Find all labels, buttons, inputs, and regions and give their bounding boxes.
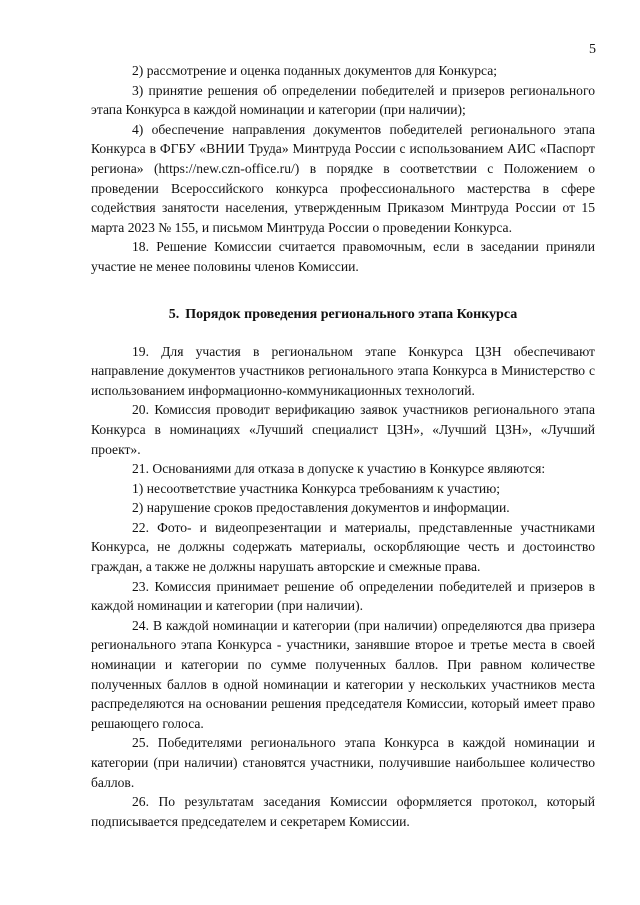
section-heading (91, 305, 595, 325)
paragraph-clause-24: 24. В каждой номинации и категории (при наличии) определяются два призера регионального этапа Конкурса - участники, занявшие второе и третье места в своей номинации и категории по сумме полученных баллов. При равном количестве полученных баллов в одной номинации и категории у нескольких участников места распределяются на основании решения председателя Комиссии, который имеет право решающего голоса. (91, 617, 595, 731)
paragraph-clause-26: 26. По результатам заседания Комиссии оформляется протокол, который подписывается председателем и секретарем Комиссии. (91, 794, 595, 829)
section-title: Порядок проведения регионального этапа Конкурса (185, 306, 518, 322)
paragraph-clause-19: 19. Для участия в региональном этапе Конкурса ЦЗН обеспечивают направление документов участников регионального этапа Конкурса в Министерство с использованием информационно-коммуникационных технологий. (91, 343, 595, 398)
paragraph-item-4: 4) обеспечение направления документов победителей регионального этапа Конкурса в ФГБУ «ВНИИ Труда» Минтруда России с использованием АИС «Паспорт региона» (https://new.czn-office.ru/) в порядке в соответствии с Положением о проведении Всероссийского конкурса профессионального мастерства в сфере содействия занятости населения, утвержденным Приказом Минтруда России от 15 марта 2023 № 155, и письмом Минтруда России о проведении Конкурса. (91, 121, 595, 235)
paragraph-item-21-2: 2) нарушение сроков предоставления документов и информации. (132, 500, 510, 516)
paragraph-item-2: 2) рассмотрение и оценка поданных документов для Конкурса; (132, 63, 498, 78)
paragraph-clause-21: 21. Основаниями для отказа в допуске к участию в Конкурсе являются: (132, 461, 546, 477)
paragraph-clause-18: 18. Решение Комиссии считается правомочным, если в заседании приняли участие не менее половины членов Комиссии. (91, 239, 595, 274)
paragraph-item-3: 3) принятие решения об определении победителей и призеров регионального этапа Конкурса в каждой номинации и категории (при наличии); (91, 82, 595, 118)
paragraph-clause-25: 25. Победителями регионального этапа Конкурса в каждой номинации и категории (при наличии) становятся участники, получившие наибольшее количество баллов. (91, 735, 595, 790)
paragraph-clause-23: 23. Комиссия принимает решение об определении победителей и призеров в каждой номинации и категории (при наличии). (91, 578, 595, 614)
page-number: 5 (589, 42, 596, 57)
section-number: 5. (168, 306, 180, 322)
paragraph-clause-20: 20. Комиссия проводит верификацию заявок участников регионального этапа Конкурса в номинациях «Лучший специалист ЦЗН», «Лучший ЦЗН», «Лучший проект». (91, 402, 595, 457)
paragraph-item-21-1: 1) несоответствие участника Конкурса требованиям к участию; (132, 480, 501, 496)
document-body (91, 61, 595, 831)
paragraph-clause-22: 22. Фото- и видеопрезентации и материалы, представленные участниками Конкурса, не должны содержать материалы, оскорбляющие честь и достоинство граждан, а также не должны нарушать авторские и смежные права. (91, 519, 595, 575)
